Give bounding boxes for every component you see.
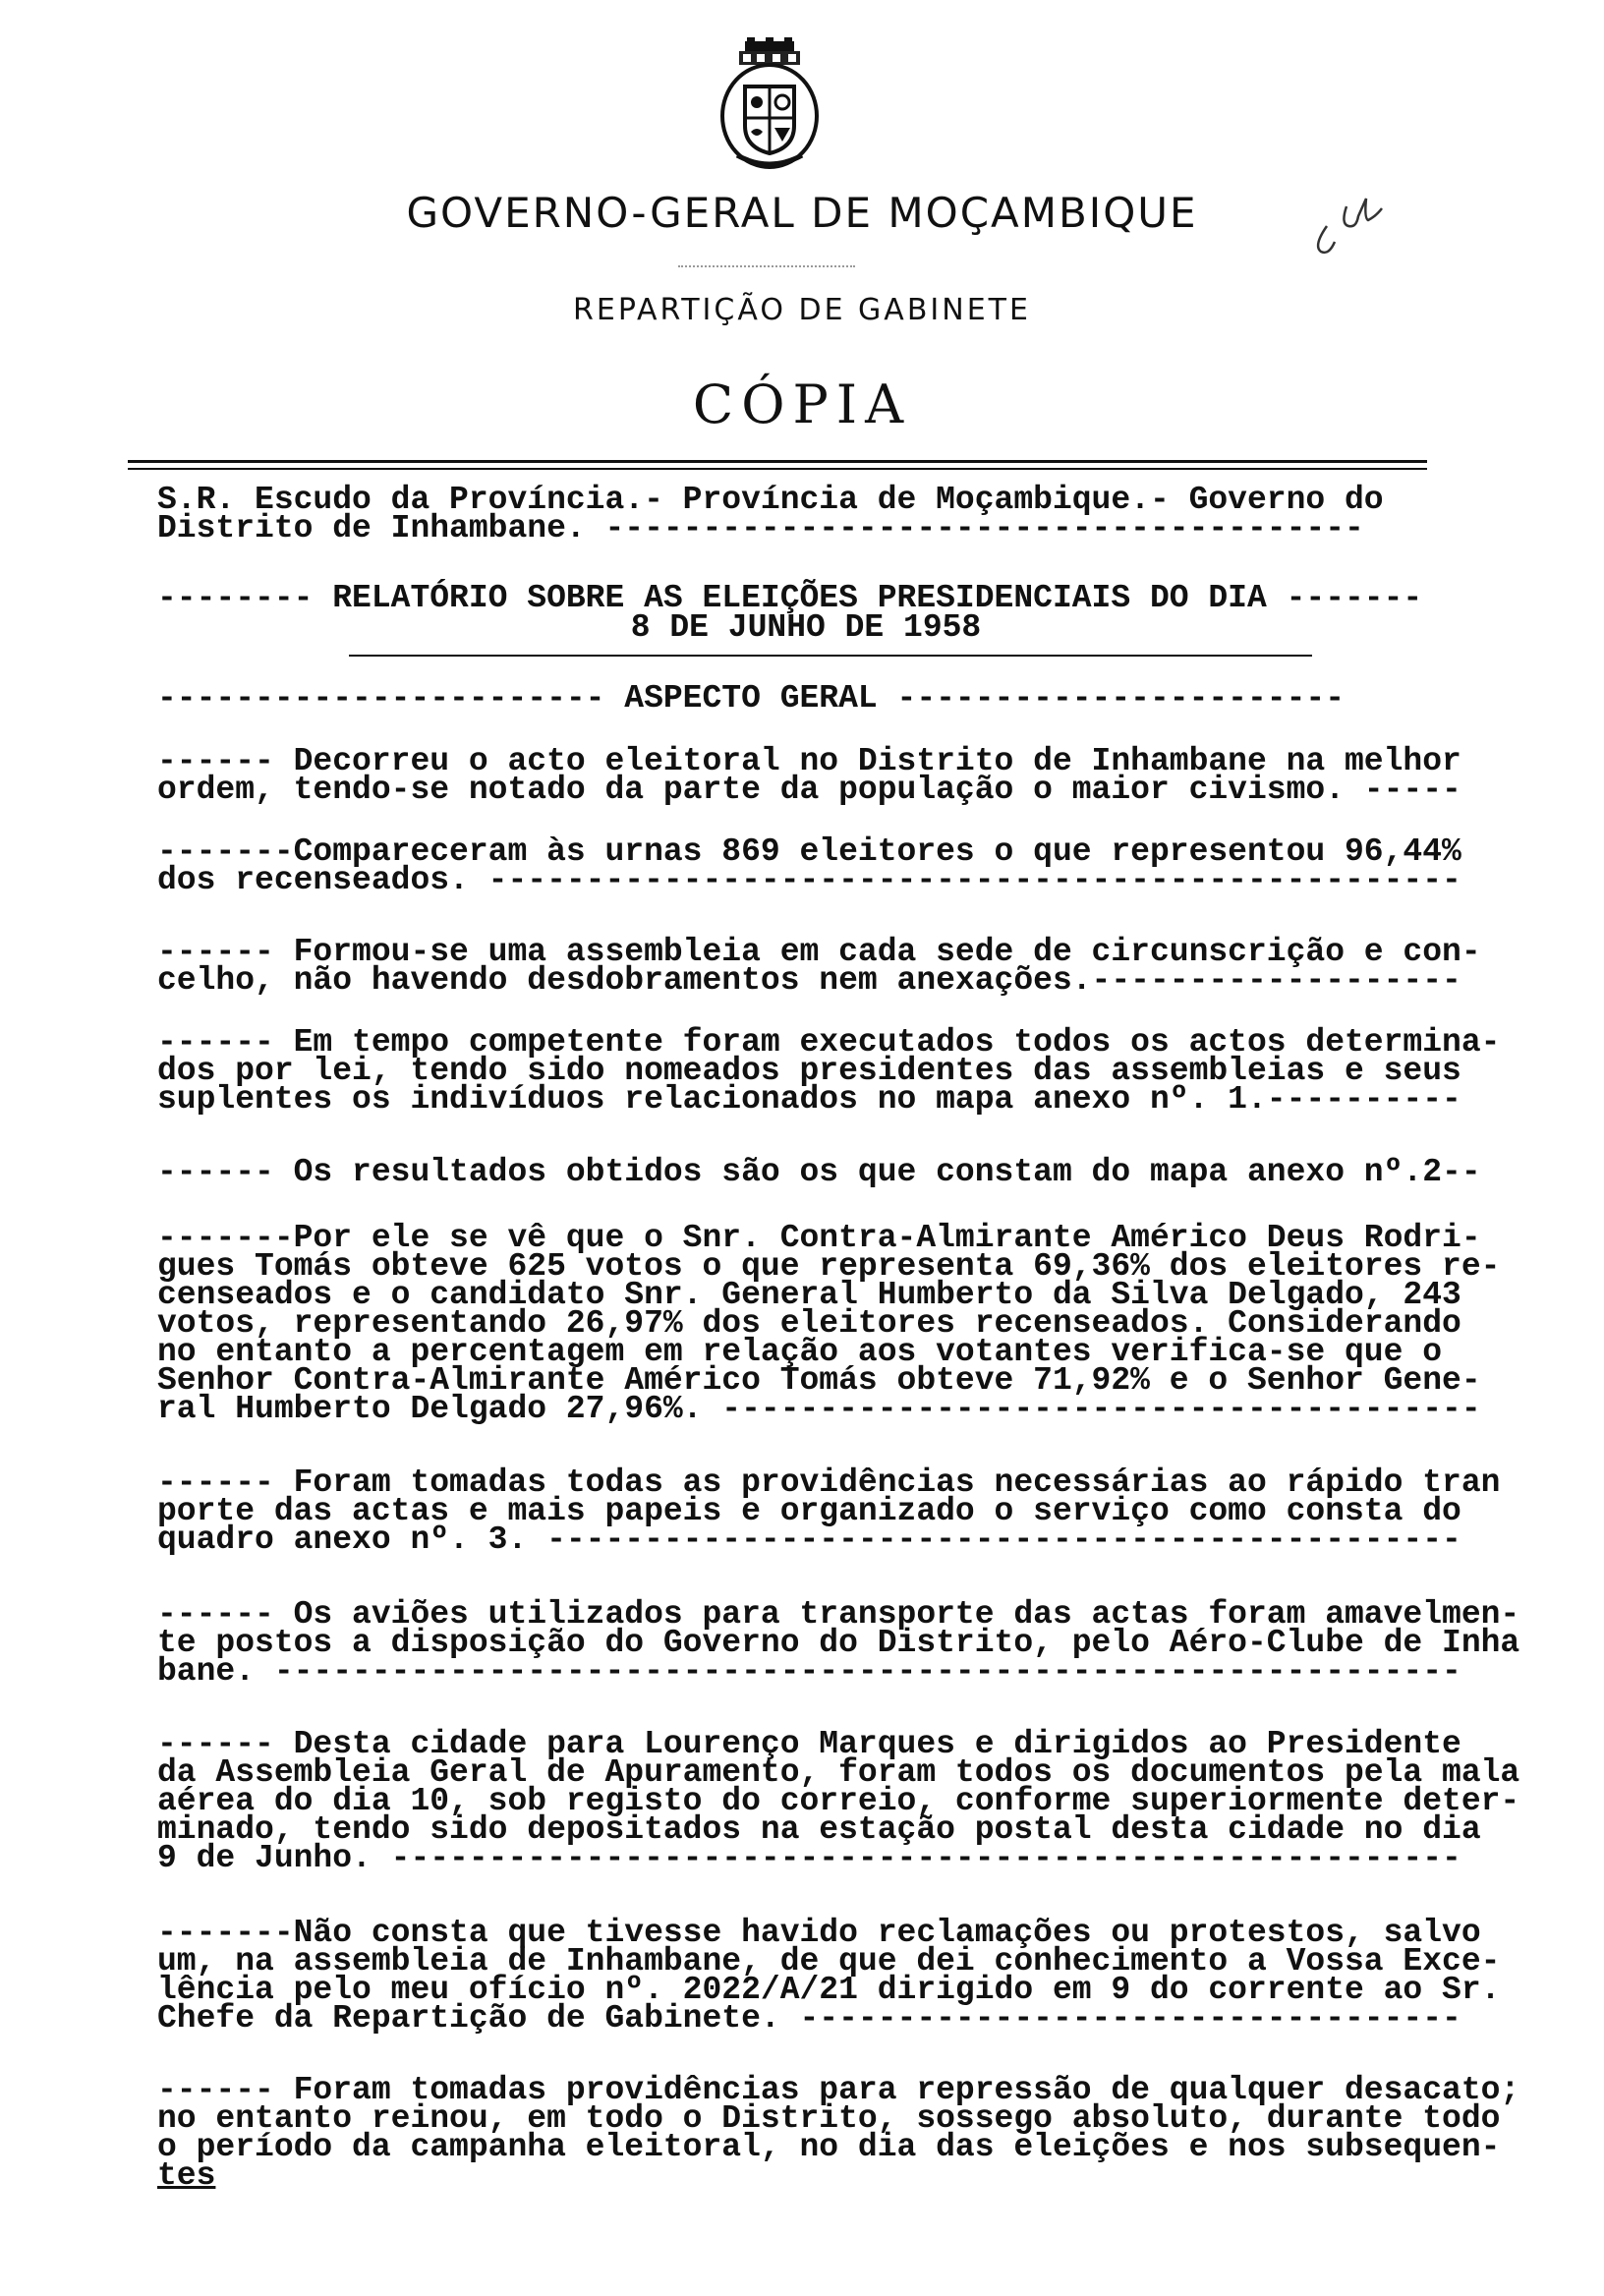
paragraph-line: ------ Formou-se uma assembleia em cada sede de circunscrição e con- xyxy=(157,934,1481,970)
copy-mark: CÓPIA xyxy=(692,373,912,435)
intro-line: Distrito de Inhambane. --------------------------------------- xyxy=(157,510,1364,546)
paragraph-line: no entanto reinou, em todo o Distrito, sossego absoluto, durante todo xyxy=(157,2100,1501,2137)
paragraph-line: um, na assembleia de Inhambane, de que dei conhecimento a Vossa Exce- xyxy=(157,1943,1501,1980)
paragraph-line: ------ Decorreu o acto eleitoral no Distrito de Inhambane na melhor xyxy=(157,743,1461,779)
paragraph-line: -------Por ele se vê que o Snr. Contra-Almirante Américo Deus Rodri- xyxy=(157,1220,1481,1256)
paragraph-line: minado, tendo sido depositados na estação postal desta cidade no dia xyxy=(157,1811,1481,1848)
government-heading: GOVERNO-GERAL DE MOÇAMBIQUE xyxy=(406,189,1198,237)
paragraph-line: Senhor Contra-Almirante Américo Tomás obteve 71,92% e o Senhor Gene- xyxy=(157,1362,1481,1399)
department-heading: REPARTIÇÃO DE GABINETE xyxy=(573,293,1031,327)
paragraph-line: -------Compareceram às urnas 869 eleitores o que representou 96,44% xyxy=(157,833,1461,870)
paragraph-line: ------ Desta cidade para Lourenço Marques e dirigidos ao Presidente xyxy=(157,1726,1461,1762)
paragraph-line: da Assembleia Geral de Apuramento, foram todos os documentos pela mala xyxy=(157,1754,1520,1791)
paragraph-line: ------ Os aviões utilizados para transporte das actas foram amavelmen- xyxy=(157,1596,1520,1633)
paragraph-line: lência pelo meu ofício nº. 2022/A/21 dirigido em 9 do corrente ao Sr. xyxy=(157,1972,1501,2008)
paragraph-line: te postos a disposição do Governo do Distrito, pelo Aéro-Clube de Inha xyxy=(157,1625,1520,1661)
paragraph-line: gues Tomás obteve 625 votos o que representa 69,36% dos eleitores re- xyxy=(157,1248,1501,1285)
paragraph-line: dos recenseados. -------------------------------------------------- xyxy=(157,862,1461,898)
paragraph-line: no entanto a percentagem em relação aos votantes verifica-se que o xyxy=(157,1334,1443,1370)
paragraph-line: dos por lei, tendo sido nomeados presidentes das assembleias e seus xyxy=(157,1053,1461,1089)
paragraph-line: aérea do dia 10, sob registo do correio, conforme superiormente deter- xyxy=(157,1783,1520,1819)
paragraph-line: censeados e o candidato Snr. General Humberto da Silva Delgado, 243 xyxy=(157,1277,1461,1313)
paragraph-line: Chefe da Repartição de Gabinete. ---------------------------------- xyxy=(157,2000,1461,2037)
intro-line: S.R. Escudo da Província.- Província de Moçambique.- Governo do xyxy=(157,482,1384,518)
paragraph-line: porte das actas e mais papeis e organizado o serviço como consta do xyxy=(157,1493,1461,1529)
paragraph-line: bane. ------------------------------------------------------------- xyxy=(157,1653,1461,1690)
paragraph-line: o período da campanha eleitoral, no dia das eleições e nos subsequen- xyxy=(157,2129,1501,2165)
section-heading: ----------------------- ASPECTO GERAL ----------------------- xyxy=(157,680,1345,717)
paragraph-line: quadro anexo nº. 3. ----------------------------------------------- xyxy=(157,1521,1461,1558)
paragraph-line: -------Não consta que tivesse havido reclamações ou protestos, salvo xyxy=(157,1915,1481,1951)
paragraph-line: ------ Os resultados obtidos são os que constam do mapa anexo nº.2-- xyxy=(157,1154,1481,1190)
paragraph-line: celho, não havendo desdobramentos nem anexações.------------------- xyxy=(157,962,1461,999)
report-title-date: 8 DE JUNHO DE 1958 xyxy=(630,609,982,646)
paragraph-line: 9 de Junho. ------------------------------------------------------- xyxy=(157,1840,1461,1876)
paragraph-line: votos, representando 26,97% dos eleitores recenseados. Considerando xyxy=(157,1305,1461,1342)
header-rule xyxy=(128,468,1427,470)
header-rule xyxy=(128,460,1427,463)
paragraph-line: suplentes os indivíduos relacionados no mapa anexo nº. 1.---------- xyxy=(157,1081,1461,1118)
paragraph-line: ------ Em tempo competente foram executados todos os actos determina- xyxy=(157,1024,1501,1061)
report-title-underline xyxy=(349,655,1312,657)
paragraph-line: ------ Foram tomadas providências para repressão de qualquer desacato; xyxy=(157,2072,1520,2108)
report-title-line: -------- RELATÓRIO SOBRE AS ELEIÇÕES PRESIDENCIAIS DO DIA ------- xyxy=(157,580,1423,616)
paragraph-line: ------ Foram tomadas todas as providências necessárias ao rápido tran xyxy=(157,1464,1501,1501)
paragraph-line: ordem, tendo-se notado da parte da população o maior civismo. ----- xyxy=(157,772,1461,808)
paragraph-line: tes xyxy=(157,2157,216,2194)
heading-dotted-line xyxy=(678,265,855,267)
paragraph-line: ral Humberto Delgado 27,96%. --------------------------------------- xyxy=(157,1391,1481,1427)
coat-of-arms-emblem xyxy=(717,37,822,175)
